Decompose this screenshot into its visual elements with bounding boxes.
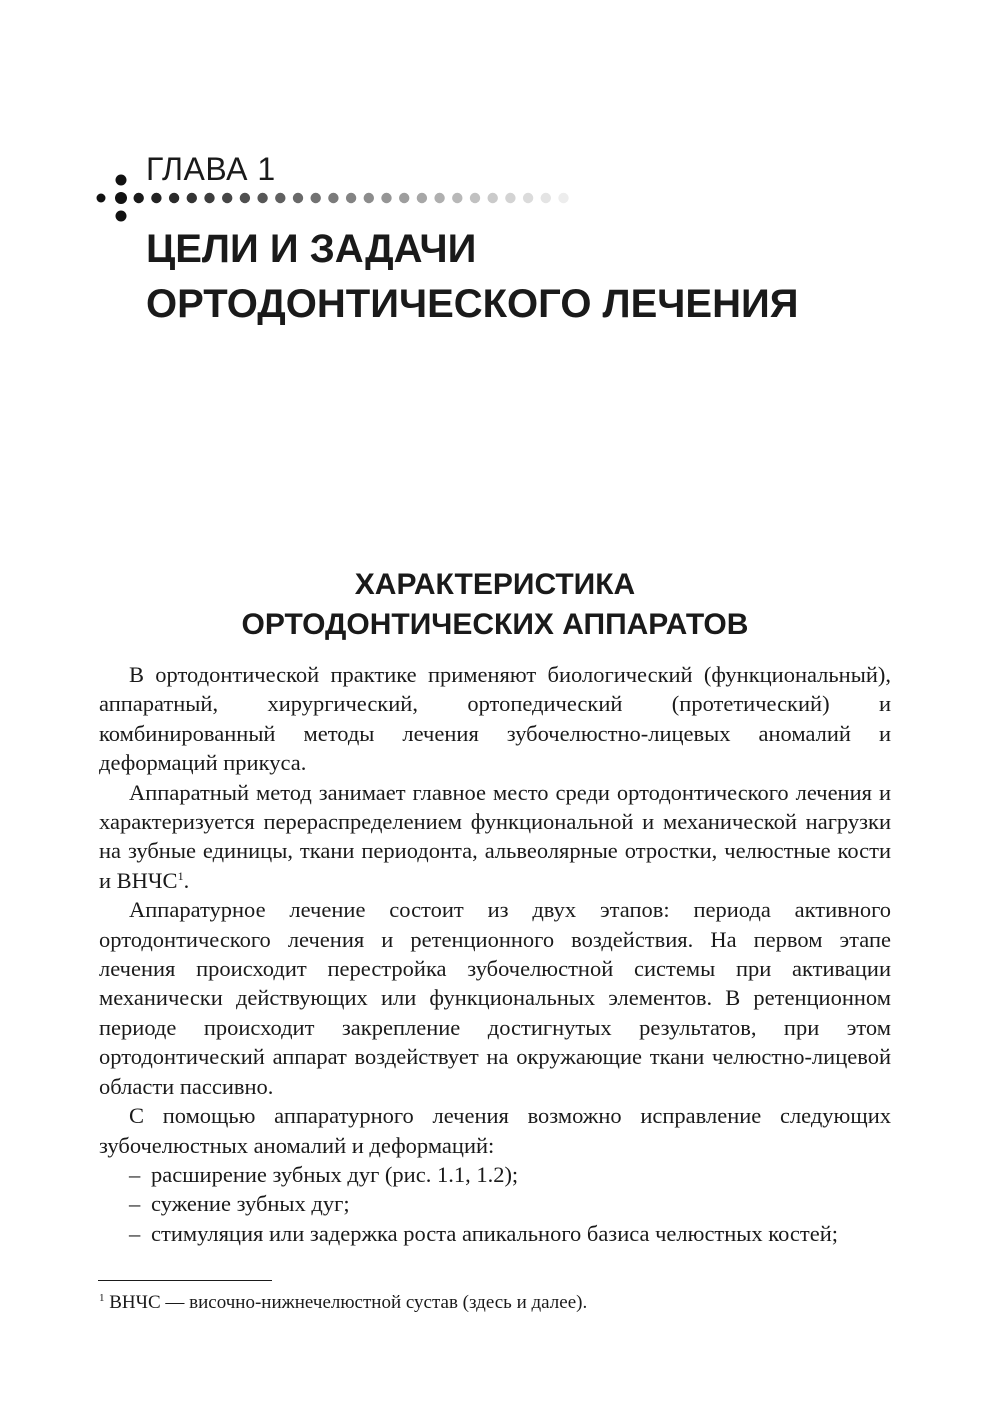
section-title-line-1: ХАРАКТЕРИСТИКА <box>354 568 636 601</box>
list-item-text: стимуляция или задержка роста апикального базиса челюстных костей; <box>151 1220 838 1246</box>
dot <box>434 193 444 203</box>
section-title-line-2: ОРТОДОНТИЧЕСКИХ АППАРАТОВ <box>241 608 749 641</box>
body-text <box>99 660 891 1248</box>
chapter-label: ГЛАВА 1 <box>146 151 276 187</box>
dot <box>417 193 427 203</box>
dot-row <box>115 192 569 204</box>
list-item <box>99 1160 891 1189</box>
dot <box>470 193 480 203</box>
list-item <box>99 1219 891 1248</box>
dot-lower <box>116 211 127 222</box>
footnote-text: ВНЧС — височно-нижнечелюстной сустав (здесь и далее). <box>104 1292 588 1313</box>
chapter-title <box>146 222 798 332</box>
dot <box>134 193 144 203</box>
footnote-mark: 1 <box>99 1292 105 1304</box>
dot <box>257 193 267 203</box>
dot <box>541 193 551 203</box>
dot <box>115 192 127 204</box>
paragraph-3: Аппаратурное лечение состоит из двух этапов: периода активного ортодонтического лечения и ретенционного воздействия. На первом этапе лечения происходит перестройка зубочелюстной системы при активации механически действующих или функциональных элементов. В ретенционном периоде происходит закрепление достигнутых результатов, при этом ортодонтический аппарат воздействует на окружающие ткани челюстно-лицевой области пассивно. <box>99 897 891 1099</box>
paragraph-4: С помощью аппаратурного лечения возможно исправление следующих зубочелюстных аномалий и деформаций: <box>99 1103 891 1158</box>
list-dash: – <box>129 1191 141 1217</box>
dot <box>187 193 197 203</box>
dot-upper <box>116 175 127 186</box>
decorative-dots <box>0 0 1000 260</box>
dot <box>328 193 338 203</box>
list-item-text: сужение зубных дуг; <box>151 1191 350 1217</box>
dot <box>222 193 232 203</box>
chapter-title-line-2: ОРТОДОНТИЧЕСКОГО ЛЕЧЕНИЯ <box>146 282 799 326</box>
dot <box>523 193 533 203</box>
dot <box>558 193 568 203</box>
paragraph-2 <box>99 778 891 896</box>
list-dash: – <box>129 1161 141 1187</box>
dot <box>240 193 250 203</box>
paragraph-2-end: . <box>183 867 190 893</box>
dot-left-small <box>97 194 106 203</box>
dot <box>311 193 321 203</box>
dot <box>204 193 214 203</box>
chapter-title-line-1: ЦЕЛИ И ЗАДАЧИ <box>146 227 477 271</box>
list-item-text: расширение зубных дуг (рис. 1.1, 1.2); <box>151 1161 519 1187</box>
paragraph-2-text: Аппаратный метод занимает главное место среди ортодонтического лечения и характеризуется перераспределением функциональной и механической нагрузки на зубные единицы, ткани периодонта, альвеолярные отростки, челюстные кости и ВНЧС <box>99 779 891 893</box>
dot <box>452 193 462 203</box>
footnote-divider <box>98 1280 272 1281</box>
dot <box>169 193 179 203</box>
dot <box>399 193 409 203</box>
dot <box>488 193 498 203</box>
list-dash: – <box>129 1220 141 1246</box>
dot <box>505 193 515 203</box>
dot <box>293 193 303 203</box>
section-title <box>100 565 890 645</box>
dot <box>275 193 285 203</box>
dot <box>346 193 356 203</box>
anomaly-list <box>99 1160 891 1248</box>
dot <box>381 193 391 203</box>
paragraph-1: В ортодонтической практике применяют биологический (функциональный), аппаратный, хирургический, ортопедический (протетический) и комбинированный методы лечения зубочелюстно-лицевых аномалий и деформаций прикуса. <box>99 662 891 776</box>
dot <box>364 193 374 203</box>
footnote <box>99 1290 891 1316</box>
dot <box>151 193 161 203</box>
footnote-reference[interactable]: 1 <box>177 868 184 883</box>
list-item <box>99 1189 891 1218</box>
